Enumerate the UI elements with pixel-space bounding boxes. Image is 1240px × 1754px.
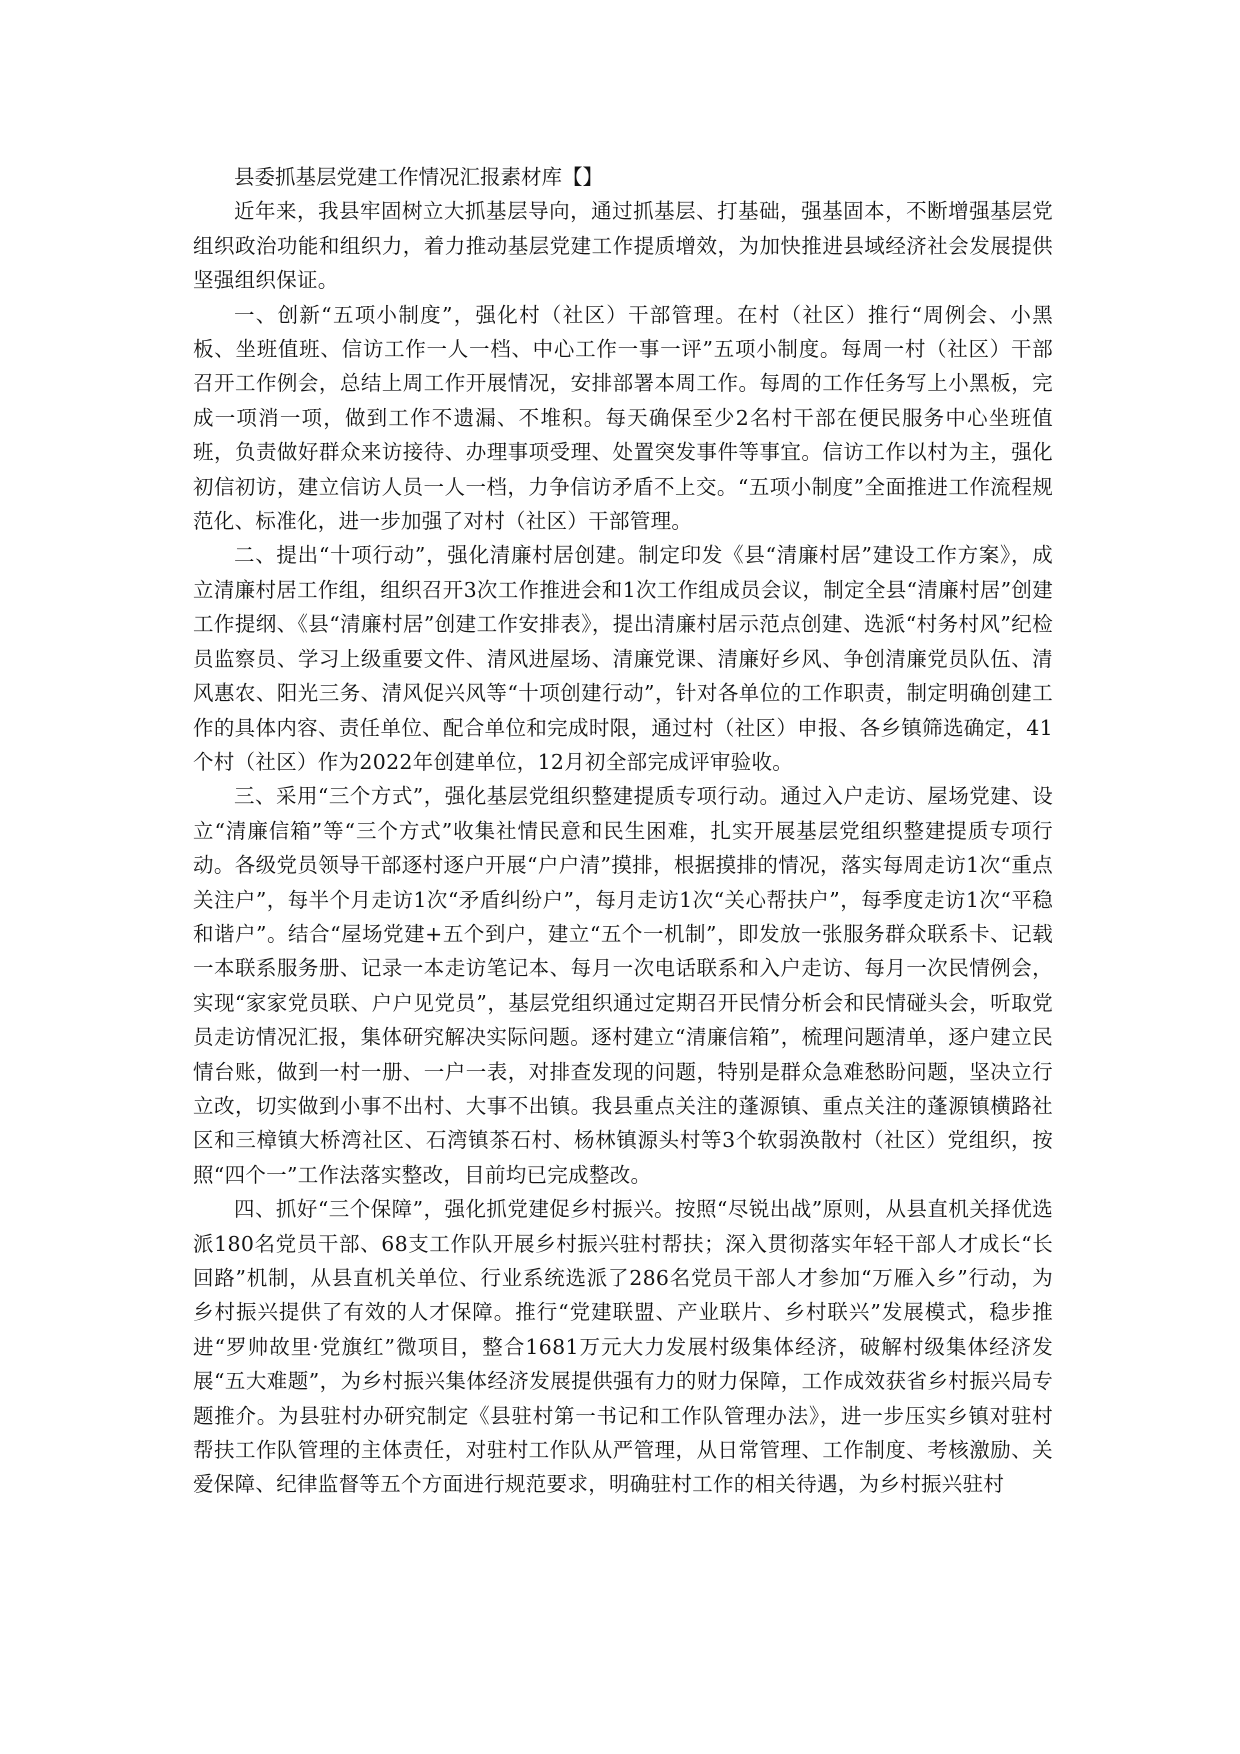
paragraph-section-3: 三、采用“三个方式”，强化基层党组织整建提质专项行动。通过入户走访、屋场党建、设立“清廉信箱”等“三个方式”收集社情民意和民生困难，扎实开展基层党组织整建提质专项行动。各级党员领导干部逐村逐户开展“户户清”摸排，根据摸排的情况，落实每周走访1次“重点关注户”，每半个月走访1次“矛盾纠纷户”，每月走访1次“关心帮扶户”，每季度走访1次“平稳和谐户”。结合“屋场党建+五个到户，建立“五个一机制”，即发放一张服务群众联系卡、记载一本联系服务册、记录一本走访笔记本、每月一次电话联系和入户走访、每月一次民情例会，实现“家家党员联、户户见党员”，基层党组织通过定期召开民情分析会和民情碰头会，听取党员走访情况汇报，集体研究解决实际问题。逐村建立“清廉信箱”，梳理问题清单，逐户建立民情台账，做到一村一册、一户一表，对排查发现的问题，特别是群众急难愁盼问题，坚决立行立改，切实做到小事不出村、大事不出镇。我县重点关注的蓬源镇、重点关注的蓬源镇横路社区和三樟镇大桥湾社区、石湾镇茶石村、杨林镇源头村等3个软弱涣散村（社区）党组织，按照“四个一”工作法落实整改，目前均已完成整改。 bbox=[193, 784, 1053, 1187]
paragraph-section-2: 二、提出“十项行动”，强化清廉村居创建。制定印发《县“清廉村居”建设工作方案》，成立清廉村居工作组，组织召开3次工作推进会和1次工作组成员会议，制定全县“清廉村居”创建工作提纲、《县“清廉村居”创建工作安排表》，提出清廉村居示范点创建、选派“村务村风”纪检员监察员、学习上级重要文件、清风进屋场、清廉党课、清廉好乡风、争创清廉党员队伍、清风惠农、阳光三务、清风促兴风等“十项创建行动”，针对各单位的工作职责，制定明确创建工作的具体内容、责任单位、配合单位和完成时限，通过村（社区）申报、各乡镇筛选确定，41个村（社区）作为2022年创建单位，12月初全部完成评审验收。 bbox=[193, 543, 1053, 774]
paragraph-intro: 近年来，我县牢固树立大抓基层导向，通过抓基层、打基础，强基固本，不断增强基层党组织政治功能和组织力，着力推动基层党建工作提质增效，为加快推进县域经济社会发展提供坚强组织保证。 bbox=[193, 199, 1053, 293]
paragraph-section-1: 一、创新“五项小制度”，强化村（社区）干部管理。在村（社区）推行“周例会、小黑板、坐班值班、信访工作一人一档、中心工作一事一评”五项小制度。每周一村（社区）干部召开工作例会，总结上周工作开展情况，安排部署本周工作。每周的工作任务写上小黑板，完成一项消一项，做到工作不遗漏、不堆积。每天确保至少2名村干部在便民服务中心坐班值班，负责做好群众来访接待、办理事项受理、处置突发事件等事宜。信访工作以村为主，强化初信初访，建立信访人员一人一档，力争信访矛盾不上交。“五项小制度”全面推进工作流程规范化、标准化，进一步加强了对村（社区）干部管理。 bbox=[193, 302, 1053, 534]
paragraph-section-4: 四、抓好“三个保障”，强化抓党建促乡村振兴。按照“尽锐出战”原则，从县直机关择优选派180名党员干部、68支工作队开展乡村振兴驻村帮扶；深入贯彻落实年轻干部人才成长“长回路”机制，从县直机关单位、行业系统选派了286名党员干部人才参加“万雁入乡”行动，为乡村振兴提供了有效的人才保障。推行“党建联盟、产业联片、乡村联兴”发展模式，稳步推进“罗帅故里·党旗红”微项目，整合1681万元大力发展村级集体经济，破解村级集体经济发展“五大难题”，为乡村振兴集体经济发展提供强有力的财力保障，工作成效获省乡村振兴局专题推介。为县驻村办研究制定《县驻村第一书记和工作队管理办法》，进一步压实乡镇对驻村帮扶工作队管理的主体责任，对驻村工作队从严管理，从日常管理、工作制度、考核激励、关爱保障、纪律监督等五个方面进行规范要求，明确驻村工作的相关待遇，为乡村振兴驻村 bbox=[193, 1197, 1053, 1497]
document-title: 县委抓基层党建工作情况汇报素材库【】 bbox=[234, 165, 603, 189]
document-body bbox=[193, 160, 1053, 1502]
